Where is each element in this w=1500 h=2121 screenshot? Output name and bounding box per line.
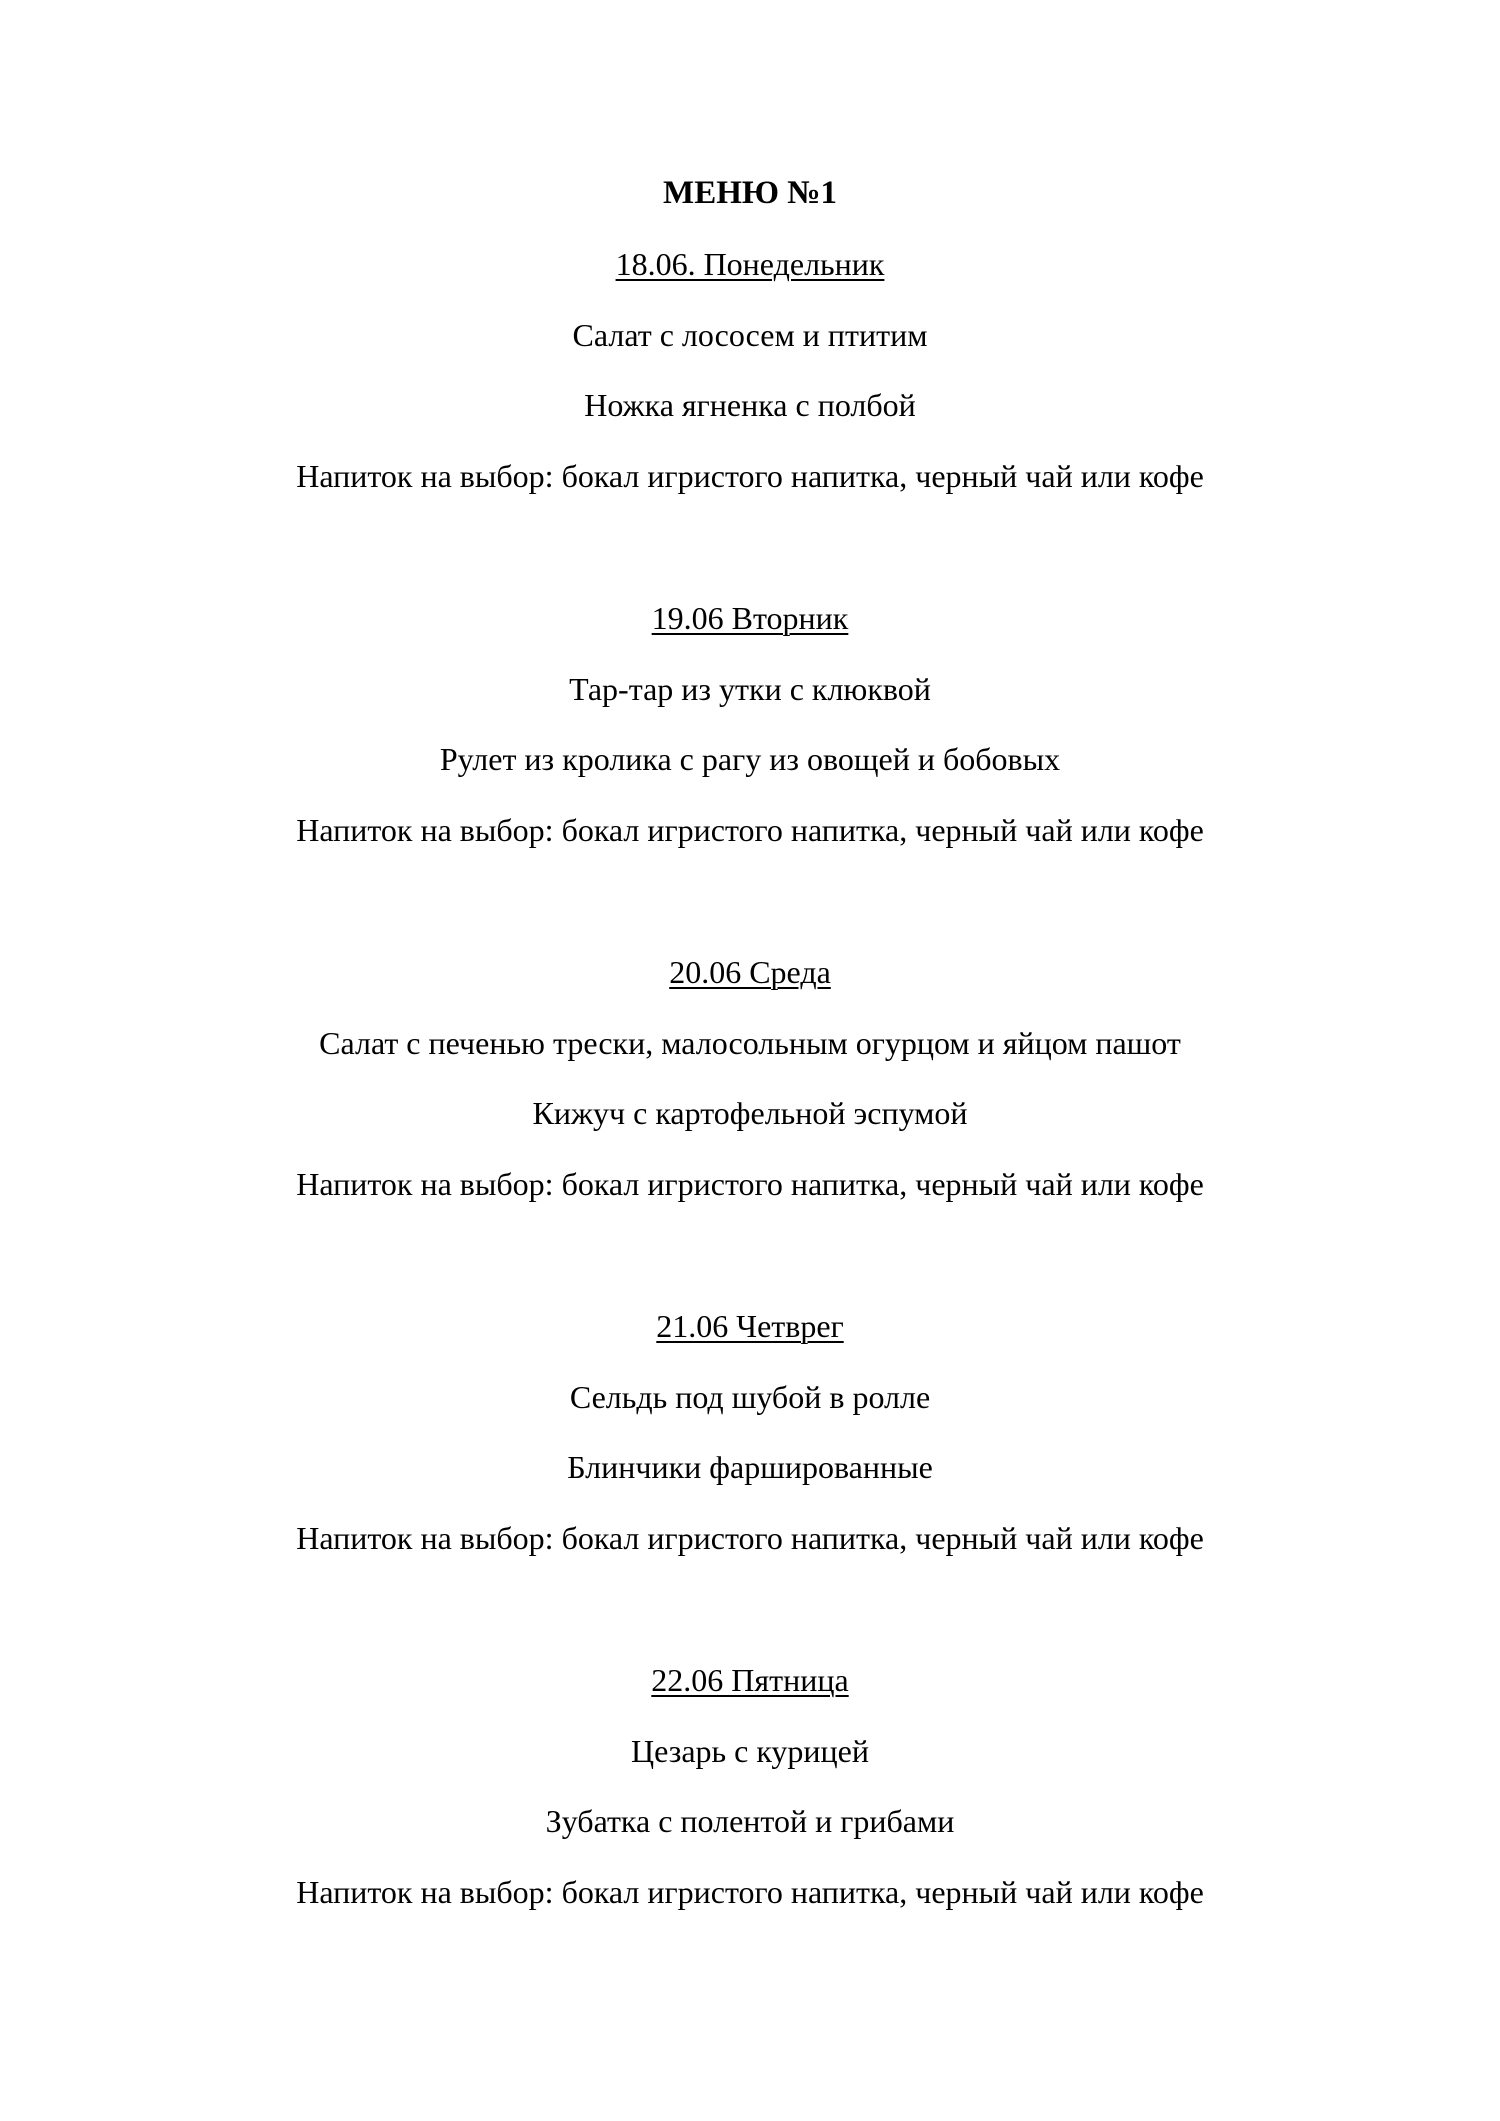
day-section-wednesday [0, 937, 1500, 1220]
spacer [0, 866, 1500, 937]
menu-item-drink: Напиток на выбор: бокал игристого напитка, черный чай или кофе [296, 1874, 1204, 1911]
day-heading-text: 20.06 Среда [669, 953, 831, 990]
menu-item-main: Зубатка с полентой и грибами [545, 1803, 955, 1840]
menu-item-main: Блинчики фаршированные [567, 1449, 933, 1486]
menu-item-drink: Напиток на выбор: бокал игристого напитка, черный чай или кофе [296, 812, 1204, 849]
spacer [0, 1574, 1500, 1645]
day-heading-text: 19.06 Вторник [651, 599, 849, 636]
menu-item-starter: Цезарь с курицей [630, 1732, 869, 1769]
menu-item-starter: Тар-тар из утки с клюквой [569, 670, 931, 707]
day-heading-text: 18.06. Понедельник [615, 245, 885, 282]
day-heading [0, 229, 1500, 300]
day-section-tuesday [0, 583, 1500, 866]
menu-item-starter: Салат с лососем и птитим [572, 316, 928, 353]
spacer [0, 1220, 1500, 1291]
day-heading-text: 22.06 Пятница [651, 1661, 849, 1698]
menu-item-drink: Напиток на выбор: бокал игристого напитка, черный чай или кофе [296, 1520, 1204, 1557]
menu-page [0, 158, 1500, 1928]
menu-item-drink: Напиток на выбор: бокал игристого напитка, черный чай или кофе [296, 1166, 1204, 1203]
menu-item-main: Кижуч с картофельной эспумой [532, 1095, 968, 1132]
day-heading [0, 1645, 1500, 1716]
menu-item-starter: Сельдь под шубой в ролле [569, 1378, 931, 1415]
menu-item-main: Рулет из кролика с рагу из овощей и бобовых [439, 741, 1061, 778]
menu-item-drink: Напиток на выбор: бокал игристого напитка, черный чай или кофе [296, 458, 1204, 495]
page-title: МЕНЮ №1 [663, 175, 837, 211]
spacer [0, 512, 1500, 583]
day-heading [0, 937, 1500, 1008]
menu-item-starter: Салат с печенью трески, малосольным огурцом и яйцом пашот [319, 1024, 1181, 1061]
day-section-thursday [0, 1291, 1500, 1574]
day-section-friday [0, 1645, 1500, 1928]
menu-item-main: Ножка ягненка с полбой [584, 387, 916, 424]
day-heading-text: 21.06 Четврег [656, 1307, 844, 1344]
day-heading [0, 583, 1500, 654]
day-heading [0, 1291, 1500, 1362]
day-section-monday [0, 229, 1500, 512]
